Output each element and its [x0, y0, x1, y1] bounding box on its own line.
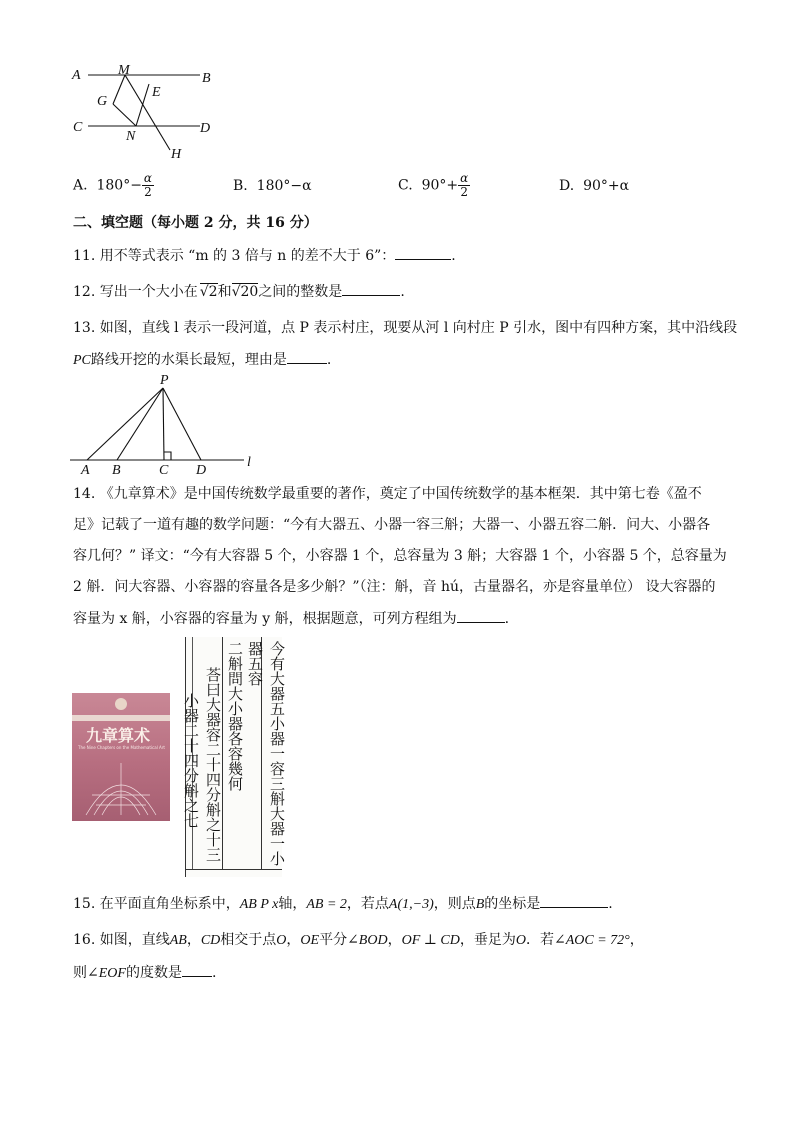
q10-option-b: B. 180°−α	[233, 178, 312, 194]
line-en	[136, 84, 149, 126]
label-b: B	[202, 71, 211, 86]
q10-figure	[66, 62, 226, 168]
book-title: 九章算术	[86, 726, 151, 745]
label-a: A	[72, 68, 81, 83]
answer-blank-11[interactable]	[395, 245, 451, 260]
label-m: M	[118, 63, 130, 78]
q13-figure	[64, 372, 264, 478]
question-14-line5: 容量为 x 斛，小容器的容量为 y 斛，根据题意，可列方程组为 .	[73, 608, 509, 629]
question-14-line1: 14. 《九章算术》是中国传统数学最重要的著作，奠定了中国传统数学的基本框架．其中第七卷《盈不	[73, 486, 702, 502]
label-c: C	[159, 463, 169, 478]
right-angle-mark	[164, 452, 171, 460]
label-l: l	[247, 455, 251, 470]
answer-blank-13[interactable]	[287, 349, 327, 364]
scroll-column-1: 今有大器五小器一容三斛大器一小器五容	[246, 641, 286, 866]
scroll-image	[182, 637, 286, 877]
question-11: 11. 用不等式表示 “m 的 3 倍与 n 的差不大于 6”： .	[73, 245, 456, 266]
label-g: G	[97, 94, 108, 109]
answer-blank-12[interactable]	[342, 281, 400, 296]
line-gn	[113, 104, 136, 126]
question-14-line3: 容几何？” 译文：“今有大容器 5 个，小容器 1 个，总容量为 3 斛；大容器 1 个，小容器 5 个，总容量为	[73, 548, 727, 564]
book-band	[72, 715, 170, 721]
label-e: E	[152, 85, 161, 100]
sqrt-2: √2	[199, 284, 218, 300]
line-pd	[163, 388, 201, 460]
label-h: H	[171, 147, 182, 162]
book-logo	[115, 698, 127, 710]
scroll-bottom-line	[186, 869, 282, 870]
question-12: 12. 写出一个大小在 √2和√20之间的整数是 .	[73, 281, 405, 302]
answer-blank-14[interactable]	[457, 608, 505, 623]
line-pb	[117, 388, 163, 460]
question-16-line2: 则∠EOF的度数是 .	[73, 962, 216, 984]
book-subtitle: The Nine Chapters on the Mathematical Art	[78, 745, 165, 750]
question-13-line1: 13. 如图，直线 l 表示一段河道，点 P 表示村庄，现要从河 l 向村庄 P 引水，图中有四种方案，其中沿线段	[73, 320, 738, 336]
answer-blank-16[interactable]	[182, 962, 212, 977]
line-pa	[87, 388, 163, 460]
book-cover-image	[72, 693, 170, 821]
book-engraving	[82, 755, 160, 819]
section-heading: 二、填空题（每小题 2 分，共 16 分）	[73, 215, 318, 231]
q10-option-a: A. 180°− $\frac{\alpha}{2}$	[73, 171, 153, 199]
question-16-line1: 16. 如图，直线AB，CD相交于点O，OE平分∠BOD，OF ⊥ CD，垂足为O．若∠AOC = 72°，	[73, 932, 644, 948]
question-13-line2: PC路线开挖的水渠长最短，理由是 .	[73, 349, 331, 371]
line-mg	[113, 75, 125, 104]
label-d: D	[200, 121, 211, 136]
q10-option-d: D. 90°+α	[559, 178, 630, 194]
scroll-column-4: 小器二十四分斛之七	[182, 693, 200, 828]
q10-option-c: C. 90°+ $\frac{\alpha}{2}$	[398, 171, 469, 199]
scroll-column-3: 荅曰大器容二十四分斛之十三	[204, 667, 222, 862]
label-p: P	[160, 373, 169, 388]
scroll-column-2: 二斛問大小器各容幾何	[226, 641, 244, 791]
question-14-line4: 2 斛．问大容器、小容器的容量各是多少斛？”（注：斛，音 hú，古量器名，亦是容量单位） 设大容器的	[73, 579, 716, 595]
label-c: C	[73, 120, 83, 135]
label-a: A	[81, 463, 90, 478]
question-14-line2: 足》记载了一道有趣的数学问题：“今有大器五、小器一容三斛；大器一、小器五容二斛．问大、小器各	[73, 517, 711, 533]
label-b: B	[112, 463, 121, 478]
sqrt-20: √20	[231, 284, 259, 300]
label-n: N	[126, 129, 136, 144]
line-pc	[163, 388, 164, 460]
label-d: D	[196, 463, 207, 478]
question-15: 15. 在平面直角坐标系中，AB P x轴，AB = 2，若点A(1,−3)，则点B的坐标是 .	[73, 893, 613, 915]
answer-blank-15[interactable]	[540, 893, 608, 908]
